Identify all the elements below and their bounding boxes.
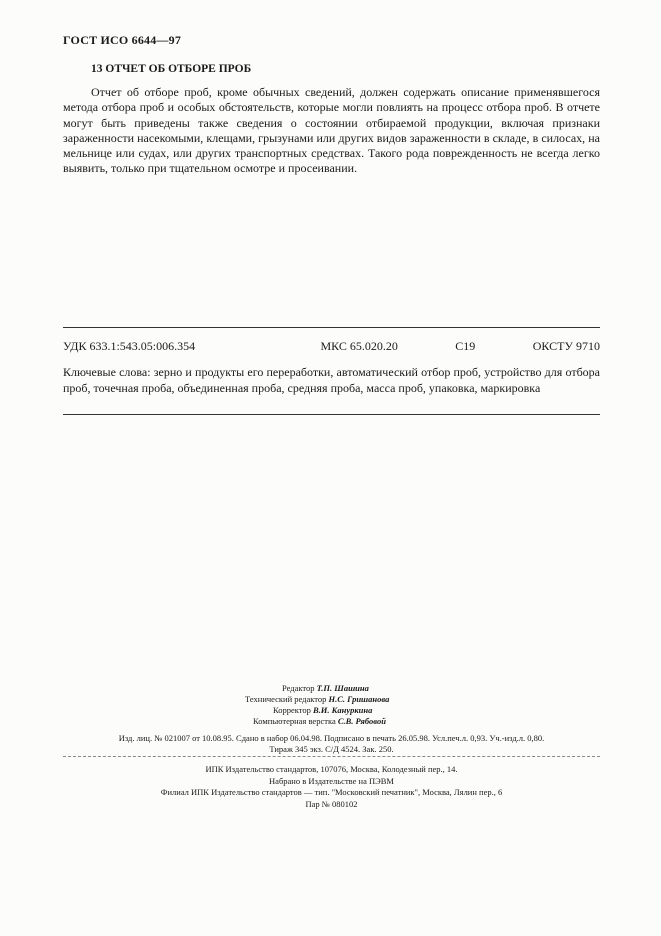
keywords-text: Ключевые слова: зерно и продукты его переработки, автоматический отбор проб, устройство для отбора проб, точечная проба, объединенная проба, средняя проба, масса проб, упаковка, маркировка [63, 365, 600, 395]
credit-proofreader: Корректор В.И. Кануркина [273, 705, 373, 715]
okstu-code: ОКСТУ 9710 [532, 339, 600, 353]
bottom-divider [63, 414, 600, 415]
publisher-line-4: Пар № 080102 [305, 798, 358, 809]
imprint-line-2: Тираж 345 экз. С/Д 4524. Зак. 250. [269, 744, 394, 754]
publisher-line-2: Набрано в Издательстве на ПЭВМ [269, 775, 394, 786]
section-title: 13 ОТЧЕТ ОБ ОТБОРЕ ПРОБ [91, 63, 252, 75]
publisher-line-1: ИПК Издательство стандартов, 107076, Москва, Колодезный пер., 14. [205, 764, 458, 774]
udk-code: УДК 633.1:543.05:006.354 [63, 339, 196, 353]
credit-tech-editor: Технический редактор Н.С. Гришанова [245, 694, 390, 704]
credits-block [0, 683, 661, 727]
section-paragraph [63, 85, 600, 177]
paragraph-text: Отчет об отборе проб, кроме обычных сведений, должен содержать описание применявшегося метода отбора проб и особых обстоятельств, которые могли повлиять на процесс отбора проб. В отчете могут быть приведены также сведения о состоянии отбираемой продукции, включая признаки зараженности насекомыми, клещами, грызунами или других видов зараженности в складе, в силосах, на мельнице или судах, или других транспортных средствах. Такого рода поврежденность не всегда легко выявить, только при тщательном осмотре и просеивании. [63, 85, 600, 176]
classification-row [63, 339, 600, 354]
imprint-line-1: Изд. лиц. № 021007 от 10.08.95. Сдано в набор 06.04.98. Подписано в печать 26.05.98. Усл.печ.л. 0,93. Уч.-изд.л. 0,80. [118, 733, 545, 743]
imprint-divider [63, 756, 600, 757]
credit-editor: Редактор Т.П. Шашина [282, 683, 369, 693]
top-divider [63, 327, 600, 328]
group-code: С19 [455, 339, 476, 353]
publisher-line-3: Филиал ИПК Издательство стандартов — тип. "Московский печатник", Москва, Лялин пер., 6 [160, 787, 503, 797]
publisher-block [63, 764, 600, 810]
imprint-block [63, 733, 600, 755]
mks-code: МКС 65.020.20 [320, 339, 398, 353]
document-header: ГОСТ ИСО 6644—97 [63, 33, 182, 47]
credit-layout: Компьютерная верстка С.В. Рябовой [253, 716, 386, 726]
